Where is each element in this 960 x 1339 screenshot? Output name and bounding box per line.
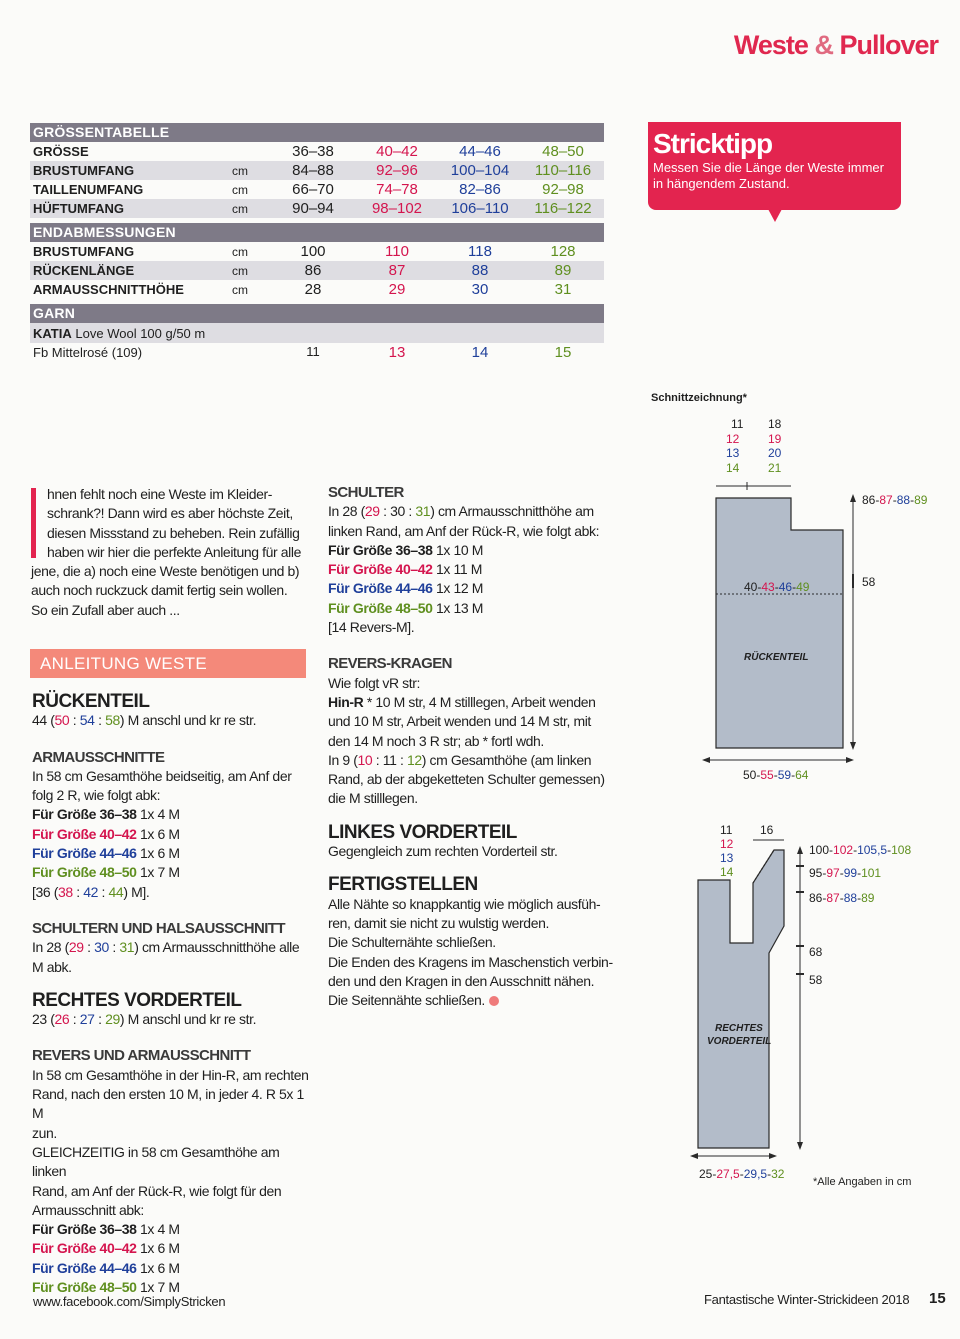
garn-values-row [30,343,604,362]
front-bottom-label: 25-27,5-29,5-32 [699,1167,785,1181]
front-height-arrow-down [797,1142,803,1150]
row-value: 110–116 [534,162,592,179]
size-line: Für Größe 36–38 1x 4 M [32,1221,180,1238]
back-bottom-arrow-left [702,757,710,763]
table-head-endmasse: ENDABMESSUNGEN [30,223,604,242]
row-unit: cm [232,264,248,278]
back-top-left-1: 11 [731,417,744,431]
title-pullover: Pullover [839,30,938,60]
stricktipp-box [648,122,901,210]
armausschnitte-heading: ARMAUSSCHNITTE [32,748,165,766]
back-top-right-4: 21 [768,461,782,475]
table-row [30,180,604,199]
row-unit: cm [232,183,248,197]
back-height-label: 86-87-88-89 [862,493,928,507]
front-top-left-1: 11 [720,823,733,837]
front-top-left-4: 14 [720,865,734,879]
table-row [30,161,604,180]
front-top-right: 16 [760,823,774,837]
row-value: 100 [300,243,326,260]
linkes-vorderteil-heading: LINKES VORDERTEIL [328,821,517,843]
size-line: Für Größe 36–38 1x 4 M [32,806,180,823]
row-unit: cm [232,164,248,178]
garn-brand: KATIA [33,326,72,341]
garn-value: 15 [554,344,572,361]
size-line: Für Größe 48–50 1x 13 M [328,599,483,616]
row-label: GRÖSSE [33,144,89,159]
front-top-left-2: 12 [720,837,734,851]
rechtes-vorderteil-heading: RECHTES VORDERTEIL [32,989,242,1011]
row-unit: cm [232,202,248,216]
size-line: Für Größe 44–46 1x 6 M [32,1259,180,1276]
front-h5-label: 58 [809,973,823,987]
back-bottom-label: 50-55-59-64 [743,768,809,782]
row-value: 74–78 [376,181,418,198]
revers-arm-heading: REVERS UND ARMAUSSCHNITT [32,1047,251,1065]
rueckenteil-text: 44 (50 : 54 : 58) M anschl und kr re str. [32,712,257,729]
back-top-right-3: 20 [768,446,782,460]
garn-value: 14 [471,344,489,361]
row-value: 116–122 [534,200,592,217]
row-label: TAILLENUMFANG [33,182,144,197]
back-top-left-4: 14 [726,461,740,475]
diagram-title: Schnittzeichnung* [651,392,747,404]
table-row [30,199,604,218]
row-label: RÜCKENLÄNGE [33,263,135,278]
table-row [30,261,604,280]
row-label: HÜFTUMFANG [33,201,124,216]
intro-text: hnen fehlt noch eine Weste im Kleider- schrank?! Dann wird es aber höchste Zeit, diesen Missstand zu beheben. Rein zufällig haben wir hier die perfekte Anleitung für alle jene, die a) noch eine Weste benötigen und b) auch noch ruckzuck damit fertig sein wollen. So ein Zufall aber auch ... [31,486,301,618]
back-top-right-2: 19 [768,432,782,446]
stricktipp-text: Messen Sie die Länge der Weste immer in hängendem Zustand. [653,160,884,191]
page-number: 15 [929,1290,946,1307]
front-h4-label: 68 [809,945,823,959]
left-column: RÜCKENTEIL 44 (50 : 54 : 58) M anschl und kr re str. ARMAUSSCHNITTE In 58 cm Gesamthöhe beidseitig, am Anf der folg 2 R, wie folgt abk: Für Größe 36–38 1x 4 M Für Größe 40–42 1x 6 M Für Größe 44–46 1x 6 M Für Größe 48–50 1x 7 M [36 (38 : 42 : 44) M]. SCHULTERN UND HALSAUSSCHNITT In 28 (29 : 30 : 31) cm Armausschnitthöhe alle M abk. RECHTES VORDERTEIL 23 (26 : 27 : 29) M anschl und kr re str. REVERS UND ARMAUSSCHNITT In 58 cm Gesamthöhe in der Hin-R, am rechten Rand, nach den ersten 10 M, in jeder 4. R 5x 1 M zun. GLEICHZEITIG in 58 cm Gesamthöhe am linken Rand, am Anf der Rück-R, wie folgt für den Armausschnitt abk: Für Größe 36–38 1x 4 M Für Größe 40–42 1x 6 M Für Größe 44–46 1x 6 M Für Größe 48–50 1x 7 M [32,692,312,1297]
row-value: 118 [468,243,492,260]
front-bottom-arrow-left [690,1153,698,1159]
front-h1-label: 100-102-105,5-108 [809,843,912,857]
size-line: Für Größe 40–42 1x 6 M [32,825,180,842]
back-top-left-3: 13 [726,446,740,460]
front-piece-shape [698,850,784,1148]
front-h3-label: 86-87-88-89 [809,891,875,905]
row-value: 92–98 [542,181,584,198]
fertigstellen-heading: FERTIGSTELLEN [328,874,478,896]
garn-row [30,323,604,343]
row-unit: cm [232,245,248,259]
row-value: 92–96 [376,162,418,179]
footer-magazine: Fantastische Winter-Strickideen 2018 [704,1292,910,1307]
table-row [30,142,604,161]
anleitung-banner: ANLEITUNG WESTE [30,649,306,678]
row-value: 29 [388,281,406,298]
row-value: 84–88 [292,162,334,179]
diagram-note: *Alle Angaben in cm [813,1176,912,1188]
row-value: 48–50 [542,143,584,160]
size-table [30,123,604,362]
back-bottom-arrow-right [846,757,854,763]
front-bottom-arrow-right [769,1153,777,1159]
garn-value: 13 [388,344,406,361]
back-piece-shape [716,498,843,748]
row-value: 90–94 [292,200,334,217]
garn-value: 11 [306,344,320,359]
row-value: 89 [554,262,572,279]
row-value: 36–38 [292,143,334,160]
front-piece [690,823,911,1181]
row-value: 40–42 [376,143,418,160]
revers-kragen-heading: REVERS-KRAGEN [328,655,452,673]
row-value: 31 [554,281,572,298]
row-label: ARMAUSSCHNITTHÖHE [33,282,184,297]
garn-color-label: Fb Mittelrosé (109) [33,345,143,360]
size-line: Für Größe 48–50 1x 7 M [32,864,180,881]
table-row [30,280,604,299]
size-line: Für Größe 44–46 1x 12 M [328,580,483,597]
table-row [30,242,604,261]
row-value: 106–110 [451,200,509,217]
row-value: 100–104 [450,162,510,179]
back-mid-width-label: 40-43-46-49 [744,580,810,594]
title-ampersand: & [814,30,833,60]
row-value: 44–46 [459,143,501,160]
back-piece [702,417,928,782]
row-value: 87 [388,262,406,279]
table-head-groessen: GRÖSSENTABELLE [30,123,604,142]
back-height-arrow-up [850,494,856,502]
size-line: Für Größe 36–38 1x 10 M [328,541,483,558]
row-value: 88 [471,262,489,279]
row-value: 110 [385,243,409,260]
end-dot-icon [489,996,499,1006]
back-piece-label: RÜCKENTEIL [744,652,809,663]
front-top-left-3: 13 [720,851,734,865]
back-top-right-1: 18 [768,417,782,431]
schultern-heading: SCHULTERN UND HALSAUSSCHNITT [32,919,285,937]
title-weste: Weste [733,30,808,60]
footer-url[interactable]: www.facebook.com/SimplyStricken [33,1294,226,1309]
front-label-2: VORDERTEIL [707,1036,772,1047]
front-label-1: RECHTES [715,1023,763,1034]
size-line: Für Größe 40–42 1x 11 M [328,561,482,578]
row-value: 128 [550,243,576,260]
section-title [734,30,938,61]
back-top-left-2: 12 [726,432,740,446]
size-line: Für Größe 40–42 1x 6 M [32,1240,180,1257]
middle-column: SCHULTER In 28 (29 : 30 : 31) cm Armausschnitthöhe am linken Rand, am Anf der Rück-R, wie folgt abk: Für Größe 36–38 1x 10 M Für Größe 40–42 1x 11 M Für Größe 44–46 1x 12 M Für Größe 48–50 1x 13 M [14 Revers-M]. REVERS-KRAGEN Wie folgt vR str: Hin-R * 10 M str, 4 M stilllegen, Arbeit wenden und 10 M str, Arbeit wenden und 14 M str, mit den 14 M noch 3 R str; ab * fortl wdh. In 9 (10 : 11 : 12) cm Gesamthöhe (am linken Rand, ab der abgeketteten Schulter gemessen) die M stilllegen. LINKES VORDERTEIL Gegengleich zum rechten Vorderteil str. FERTIGSTELLEN Alle Nähte so knappkantig wie möglich ausfüh- ren, damit sie nicht zu wulstig werden. Die Schulternähte schließen. Die Enden des Kragens im Maschenstich verbin- den und den Kragen in den Ausschnitt nähen. Die Seitennähte schließen. [328,483,618,1010]
size-line: Für Größe 44–46 1x 6 M [32,845,180,862]
back-height-arrow-down [850,742,856,750]
row-value: 30 [471,281,489,298]
row-value: 66–70 [292,181,334,198]
rueckenteil-heading: RÜCKENTEIL [32,691,150,712]
row-value: 82–86 [459,181,501,198]
front-h2-label: 95-97-99-101 [809,866,882,880]
row-value: 86 [304,262,322,279]
front-height-arrow-up [797,846,803,854]
table-head-garn: GARN [30,304,604,323]
stricktipp-title: Stricktipp [653,128,773,159]
size-line: Für Größe 48–50 1x 7 M [32,1279,180,1296]
row-value: 98–102 [371,200,423,217]
row-value: 28 [304,281,322,298]
garn-product: Love Wool 100 g/50 m [75,326,206,341]
schnittzeichnung [640,388,940,1208]
row-label: BRUSTUMFANG [33,163,135,178]
row-label: BRUSTUMFANG [33,244,135,259]
row-unit: cm [232,283,248,297]
back-side-label: 58 [862,575,876,589]
schulter-heading: SCHULTER [328,484,404,501]
